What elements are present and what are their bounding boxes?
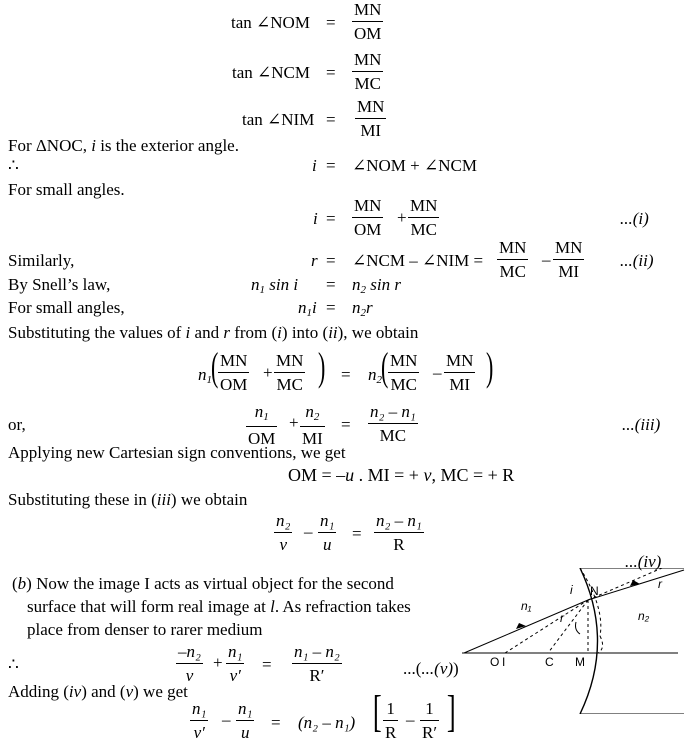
- eq9-n1: $n_1$: [198, 365, 212, 386]
- eq14-bfrac1: [383, 700, 398, 741]
- eq4-lhs: i: [312, 156, 317, 175]
- eq12-equals: =: [352, 524, 362, 543]
- eq9-frac2: [274, 352, 305, 393]
- eq6-frac2: [553, 239, 584, 280]
- eq14-b1n: 1: [383, 700, 398, 721]
- eq14-lbracket: [: [372, 687, 382, 736]
- small-angles-1: For small angles.: [8, 180, 125, 199]
- eq9-fd4: MI: [449, 375, 471, 394]
- substituting-1: Substituting the values of i and r from (i) into (ii), we obtain: [8, 323, 419, 342]
- eq9-fn2: MN: [274, 352, 305, 373]
- eq14-f1d: v′: [193, 723, 205, 742]
- label-angle-i: i: [570, 583, 573, 597]
- eq6-d1: MC: [499, 262, 526, 281]
- normal-line: [548, 600, 588, 653]
- eq9-plus: +: [263, 363, 273, 382]
- eq14-b1d: R: [385, 723, 397, 742]
- eq2-fraction: [352, 51, 383, 92]
- eq14-b2d: R′: [422, 723, 438, 742]
- therefore-1: ∴: [8, 156, 19, 175]
- eq7-rhs: $n_2$ sin r: [352, 275, 401, 296]
- eq13-frac3: [292, 643, 342, 684]
- label-m: M: [575, 655, 585, 669]
- eq9-frac4: [444, 352, 475, 393]
- label-c: C: [545, 655, 554, 669]
- eq13-f2n: n₁: [226, 643, 244, 664]
- eq13-tag: ...(...(v)): [403, 659, 459, 678]
- eq9-lparen1: (: [210, 344, 219, 389]
- eq9-equals: =: [341, 365, 351, 384]
- eq9-minus: –: [433, 363, 442, 382]
- eq10-frac3: [368, 403, 418, 444]
- eq14-rbracket: ]: [446, 687, 456, 736]
- eq5-tag: ...(i): [620, 209, 649, 228]
- eq14-f2d: u: [240, 723, 250, 742]
- eq7-lhs: $n_1$ sin i: [251, 275, 299, 296]
- eq9-lparen2: (: [380, 344, 389, 389]
- eq14-mid: (n₂ – n₁): [298, 713, 356, 732]
- small-angles-2: For small angles,: [8, 298, 125, 317]
- eq10-frac1: [246, 403, 277, 447]
- eq6-mid: ∠NCM – ∠NIM =: [352, 251, 484, 270]
- eq12-rn: n₂ – n₁: [374, 512, 424, 533]
- eq6-minus: –: [542, 250, 551, 269]
- eq10-tag: ...(iii): [622, 415, 661, 434]
- eq14-bminus: –: [406, 710, 415, 729]
- eq5-frac2: [408, 197, 439, 238]
- eq10-f1n: $n_1$: [246, 403, 277, 427]
- eq9-fd2: MC: [276, 375, 303, 394]
- eq12-f2n: n₁: [318, 512, 336, 533]
- eq14-b2n: 1: [420, 700, 439, 721]
- eq14-bfrac2: [420, 700, 439, 741]
- eq12-rd: R: [393, 535, 405, 554]
- eq14-f2n: n₁: [236, 700, 254, 721]
- eq12-tag: ...(iv): [625, 552, 662, 571]
- eq1-lhs: tan ∠NOM: [231, 13, 310, 32]
- eq6-d2: MI: [558, 262, 580, 281]
- eq5-n1: MN: [352, 197, 383, 218]
- eq13-equals: =: [262, 655, 272, 674]
- eq5-d1: OM: [354, 220, 382, 239]
- eq13-f2d: v′: [229, 666, 241, 685]
- eq9-rparen2: ): [485, 344, 494, 389]
- label-n1: n₁: [521, 599, 532, 613]
- eq12-f1d: v: [279, 535, 287, 554]
- eq3-fraction: [355, 98, 386, 139]
- label-n2: n₂: [638, 609, 650, 623]
- eq5-n2: MN: [408, 197, 439, 218]
- eq12-f2d: u: [322, 535, 332, 554]
- eq3-lhs: tan ∠NIM: [242, 110, 315, 129]
- eq4-equals: =: [326, 156, 336, 175]
- eq14-minus: –: [222, 710, 231, 729]
- eq10-frac2: [300, 403, 325, 447]
- eq10-plus: +: [289, 413, 299, 432]
- eq6-lhs: r: [311, 251, 318, 270]
- eq5-equals: =: [326, 209, 336, 228]
- substituting-2: Substituting these in (iii) we obtain: [8, 490, 248, 509]
- eq13-rd: R′: [309, 666, 325, 685]
- part-b-line2: surface that will form real image at l. As refraction takes: [27, 597, 411, 616]
- eq10-f1d: OM: [248, 429, 276, 448]
- eq9-fn1: MN: [218, 352, 249, 373]
- eq5-d2: MC: [410, 220, 437, 239]
- eq14-frac2: [236, 700, 254, 741]
- eq3-den: MI: [360, 121, 382, 140]
- eq10-rd: MC: [379, 426, 407, 445]
- eq6-tag: ...(ii): [620, 251, 654, 270]
- label-i: I: [502, 655, 506, 669]
- eq12-minus: –: [304, 522, 313, 541]
- eq2-lhs: tan ∠NCM: [232, 63, 310, 82]
- lens-diagram: [440, 568, 686, 714]
- eq5-plus: +: [397, 208, 407, 227]
- eq9-fn3: MN: [388, 352, 419, 373]
- eq5-lhs: i: [313, 209, 318, 228]
- eq13-frac2: [226, 643, 244, 684]
- eq8-rhs: $n_2r$: [352, 298, 373, 319]
- angle-arc: [576, 622, 581, 634]
- eq14-f1n: n₁: [190, 700, 208, 721]
- eq6-frac1: [497, 239, 528, 280]
- refracted-ray: [588, 570, 684, 600]
- eq9-n2: $n_2$: [368, 365, 382, 386]
- label-n: N: [590, 584, 599, 598]
- eq12-frac2: [318, 512, 336, 553]
- eq12-f1n: n₂: [274, 512, 292, 533]
- or-label: or,: [8, 415, 26, 434]
- eq1-num: MN: [352, 1, 383, 22]
- eq13-rn: n₁ – n₂: [292, 643, 342, 664]
- eq3-num: MN: [355, 98, 386, 119]
- applying-line: Applying new Cartesian sign conventions, we get: [8, 443, 346, 462]
- eq9-fd3: MC: [390, 375, 417, 394]
- eq8-lhs: $n_1i$: [298, 298, 317, 319]
- snell-label: By Snell’s law,: [8, 275, 111, 294]
- eq9-fd1: OM: [220, 375, 248, 394]
- lens-dashed-arc-2: [598, 636, 603, 653]
- eq2-den: MC: [354, 74, 381, 93]
- eq1-equals: =: [326, 13, 336, 32]
- eq9-frac1: [218, 352, 249, 393]
- eq12-frac3: [374, 512, 424, 553]
- label-o: O: [490, 655, 500, 669]
- adding-line: Adding (iv) and (v) we get: [8, 682, 188, 701]
- eq7-equals: =: [326, 275, 336, 294]
- eq3-equals: =: [326, 110, 336, 129]
- eq11: OM = –u . MI = + v, MC = + R: [288, 465, 515, 485]
- therefore-2: ∴: [8, 655, 19, 674]
- noc-line: For ΔNOC, i is the exterior angle.: [8, 136, 239, 155]
- eq10-rn: n₂ – n₁: [368, 403, 418, 424]
- label-angle-r: r: [560, 611, 564, 625]
- eq13-plus: +: [213, 653, 223, 672]
- eq9-fn4: MN: [444, 352, 475, 373]
- eq6-n2: MN: [553, 239, 584, 260]
- eq10-f2d: MI: [302, 429, 323, 448]
- eq9-rparen1: ): [317, 344, 326, 389]
- eq8-equals: =: [326, 298, 336, 317]
- eq6-equals: =: [326, 251, 336, 270]
- eq4-rhs: ∠NOM + ∠NCM: [352, 156, 477, 175]
- eq13-frac1: [176, 643, 203, 684]
- eq13-f1n: –n₂: [176, 643, 203, 664]
- eq2-equals: =: [326, 63, 336, 82]
- part-b-line3: place from denser to rarer medium: [27, 620, 263, 639]
- eq13-f1d: v: [185, 666, 194, 685]
- part-b-line1: (b) Now the image I acts as virtual object for the second: [12, 574, 394, 593]
- eq10-equals: =: [341, 415, 351, 434]
- eq12-frac1: [274, 512, 292, 553]
- eq10-f2n: $n_2$: [300, 403, 325, 427]
- eq5-frac1: [352, 197, 383, 238]
- eq2-num: MN: [352, 51, 383, 72]
- eq1-den: OM: [354, 24, 382, 43]
- eq1-fraction: [352, 1, 383, 42]
- eq6-n1: MN: [497, 239, 528, 260]
- label-angle-r2: r: [658, 577, 662, 591]
- eq14-frac1: [190, 700, 208, 741]
- eq9-frac3: [388, 352, 419, 393]
- similarly-label: Similarly,: [8, 251, 75, 270]
- eq14-equals: =: [271, 713, 281, 732]
